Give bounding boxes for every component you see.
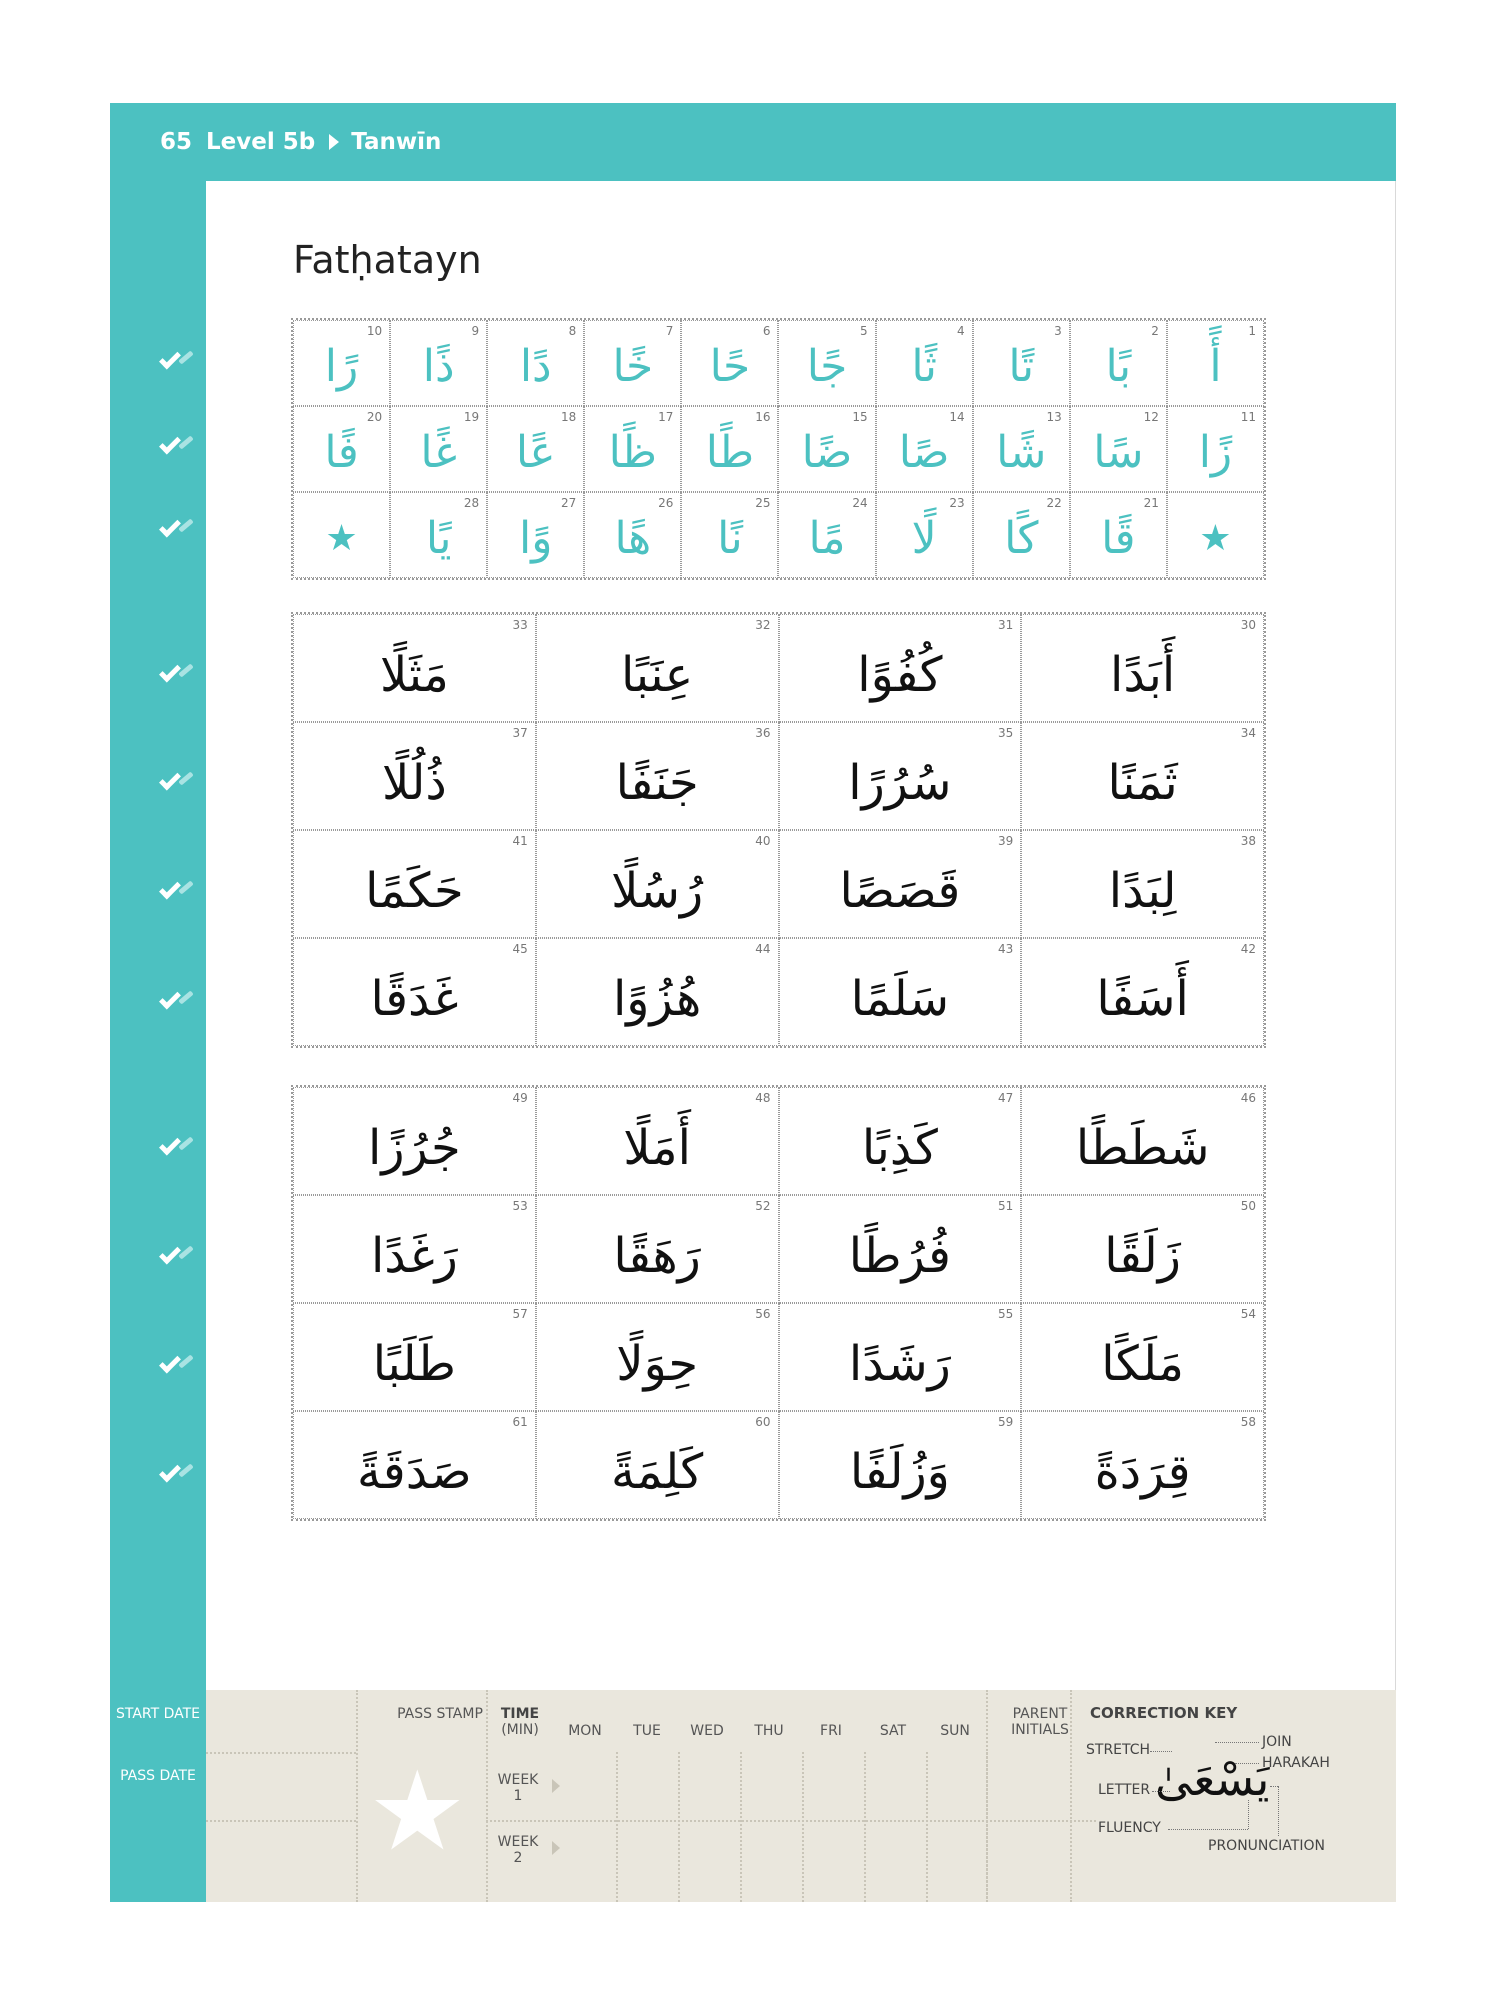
divider [486, 1690, 488, 1902]
item-number: 51 [997, 1199, 1014, 1213]
item-number: 32 [755, 618, 771, 632]
grid-cell [293, 1411, 536, 1519]
divider [616, 1752, 618, 1902]
item-number: 15 [852, 410, 868, 424]
arabic-letter: رًا [324, 341, 359, 392]
leader-line [1150, 1751, 1172, 1752]
day-label: THU [754, 1723, 784, 1739]
grid-cell [681, 406, 778, 492]
grid-cell [584, 320, 681, 406]
item-number: 23 [949, 496, 965, 510]
leader-line [1152, 1791, 1170, 1792]
item-number: 3 [1054, 324, 1062, 338]
star-icon: ★ [368, 1747, 467, 1875]
arabic-word: أَمَلًا [623, 1120, 691, 1176]
arabic-letter: زًا [1198, 427, 1233, 478]
grid-cell [536, 830, 779, 938]
caret-right-icon [329, 134, 339, 150]
item-number: 53 [512, 1199, 528, 1213]
caret-right-icon [552, 1841, 560, 1855]
arabic-letter: عًا [515, 427, 556, 478]
letter-label: LETTER [1098, 1782, 1151, 1798]
grid-cell [779, 1411, 1022, 1519]
arabic-word: ذُلُلًا [382, 755, 447, 811]
words-grid-a [291, 612, 1266, 1048]
item-number: 46 [1240, 1091, 1256, 1105]
grid-cell [293, 320, 390, 406]
item-number: 26 [658, 496, 674, 510]
stretch-label: STRETCH [1086, 1742, 1151, 1758]
arabic-word: رَغَدًا [370, 1228, 458, 1284]
item-number: 49 [512, 1091, 528, 1105]
check-icon [158, 438, 198, 462]
arabic-word: طَلَبًا [372, 1336, 456, 1392]
arabic-word: رَهَقًا [613, 1228, 701, 1284]
arabic-word: حَكَمًا [365, 863, 464, 919]
grid-cell [876, 320, 973, 406]
grid-cell [778, 492, 875, 578]
arabic-word: جُرُزًا [368, 1120, 461, 1176]
item-number: 16 [755, 410, 771, 424]
header-bar [110, 103, 1396, 181]
grid-cell [536, 722, 779, 830]
item-number: 35 [997, 726, 1014, 740]
arabic-word: وَزُلَفًا [849, 1444, 950, 1500]
arabic-word: قَصَصًا [839, 863, 961, 919]
check-icon [158, 1466, 198, 1490]
day-label: MON [568, 1723, 602, 1739]
item-number: 30 [1240, 618, 1256, 632]
letters-grid [291, 318, 1266, 580]
item-number: 55 [997, 1307, 1014, 1321]
item-number: 45 [512, 942, 528, 956]
item-number: 12 [1143, 410, 1159, 424]
grid-cell [1021, 722, 1264, 830]
day-label: TUE [633, 1723, 661, 1739]
grid-cell [876, 492, 973, 578]
arabic-word: شَطَطًا [1075, 1120, 1210, 1176]
grid-cell [778, 406, 875, 492]
grid-cell [681, 320, 778, 406]
leader-line [1215, 1742, 1259, 1743]
check-icon [158, 353, 198, 377]
arabic-word: مَثَلًا [379, 647, 449, 703]
day-label: SAT [879, 1723, 907, 1739]
divider [356, 1690, 358, 1902]
harakah-label: HARAKAH [1262, 1755, 1330, 1771]
start-date-label: START DATE [115, 1706, 201, 1722]
grid-cell [536, 614, 779, 722]
item-number: 56 [755, 1307, 771, 1321]
arabic-letter: طًا [705, 427, 755, 478]
item-number: 25 [755, 496, 771, 510]
item-number: 5 [859, 324, 868, 338]
item-number: 50 [1240, 1199, 1256, 1213]
grid-cell [1021, 614, 1264, 722]
grid-cell [973, 406, 1070, 492]
grid-cell [487, 406, 584, 492]
arabic-letter: جًا [806, 341, 848, 392]
leader-line [1168, 1829, 1248, 1830]
item-number: 59 [997, 1415, 1014, 1429]
grid-cell [1070, 492, 1167, 578]
grid-cell [293, 722, 536, 830]
arabic-letter: هًا [614, 513, 652, 564]
arabic-word: أَبَدًا [1110, 647, 1176, 703]
item-number: 8 [568, 324, 577, 338]
grid-cell [390, 406, 487, 492]
week-1-label: WEEK 1 [497, 1772, 539, 1804]
grid-cell [779, 614, 1022, 722]
time-unit-label: (MIN) [501, 1722, 539, 1738]
grid-cell [1021, 1087, 1264, 1195]
item-number: 33 [512, 618, 528, 632]
item-number: 39 [997, 834, 1014, 848]
grid-cell [536, 1303, 779, 1411]
item-number: 17 [658, 410, 674, 424]
divider [740, 1752, 742, 1902]
item-number: 47 [997, 1091, 1014, 1105]
pass-date-label: PASS DATE [120, 1768, 196, 1784]
item-number: 22 [1046, 496, 1062, 510]
item-number: 7 [665, 324, 674, 338]
divider [1070, 1690, 1072, 1902]
arabic-word: رَشَدًا [848, 1336, 951, 1392]
grid-cell [1070, 406, 1167, 492]
item-number: 61 [512, 1415, 528, 1429]
item-number: 37 [512, 726, 528, 740]
grid-cell [973, 320, 1070, 406]
grid-cell [778, 320, 875, 406]
leader-line [1278, 1786, 1279, 1836]
item-number: 41 [512, 834, 528, 848]
arabic-letter: ضًا [801, 427, 853, 478]
star-icon: ★ [325, 517, 358, 559]
arabic-letter: فًا [324, 427, 359, 478]
arabic-word: قِرَدَةً [1094, 1444, 1191, 1500]
arabic-word: جَنَفًا [615, 755, 699, 811]
item-number: 21 [1143, 496, 1159, 510]
arabic-word: كَذِبًا [861, 1120, 938, 1176]
item-number: 13 [1046, 410, 1062, 424]
caret-right-icon [552, 1779, 560, 1793]
join-label: JOIN [1262, 1734, 1292, 1750]
item-number: 24 [852, 496, 868, 510]
arabic-letter: غًا [420, 427, 457, 478]
fluency-label: FLUENCY [1098, 1820, 1161, 1836]
arabic-letter: صًا [898, 427, 950, 478]
grid-cell [779, 830, 1022, 938]
item-number: 11 [1240, 410, 1256, 424]
arabic-word: هُزُوًا [612, 971, 702, 1027]
arabic-word: أَسَفًا [1096, 971, 1189, 1027]
grid-cell [779, 1087, 1022, 1195]
arabic-letter: وًا [519, 513, 553, 564]
grid-cell [1021, 938, 1264, 1046]
arabic-letter: أً [1209, 341, 1222, 392]
grid-cell [779, 938, 1022, 1046]
divider [802, 1752, 804, 1902]
breadcrumb [160, 103, 455, 181]
day-label: SUN [940, 1723, 970, 1739]
divider [206, 1752, 356, 1754]
pass-stamp-label: PASS STAMP [397, 1706, 483, 1722]
divider [864, 1752, 866, 1902]
arabic-letter: تًا [1008, 341, 1035, 392]
check-icon [158, 993, 198, 1017]
arabic-letter: يًا [425, 513, 452, 564]
item-number: 28 [463, 496, 480, 510]
grid-cell [390, 492, 487, 578]
arabic-word: سُرُرًا [848, 755, 952, 811]
arabic-word: ثَمَنًا [1107, 755, 1178, 811]
item-number: 34 [1240, 726, 1256, 740]
grid-cell [390, 320, 487, 406]
grid-cell [487, 320, 584, 406]
check-icon [158, 883, 198, 907]
item-number: 42 [1240, 942, 1256, 956]
grid-cell [293, 492, 390, 578]
time-label: TIME [500, 1706, 540, 1722]
item-number: 44 [755, 942, 771, 956]
level-label: Level 5b [206, 129, 316, 155]
grid-cell [973, 492, 1070, 578]
arabic-word: عِنَبًا [621, 647, 694, 703]
grid-cell [1167, 406, 1264, 492]
grid-cell [1021, 830, 1264, 938]
arabic-word: حِوَلًا [616, 1336, 699, 1392]
grid-cell [293, 830, 536, 938]
check-icon [158, 1139, 198, 1163]
divider [678, 1752, 680, 1902]
correction-key-word: يَسْعَىٰ [1155, 1752, 1270, 1806]
grid-cell [584, 406, 681, 492]
divider [986, 1690, 988, 1902]
arabic-letter: ذًا [422, 341, 455, 392]
arabic-word: مَلَكًا [1101, 1336, 1184, 1392]
arabic-letter: ثًا [911, 341, 937, 392]
grid-cell [779, 722, 1022, 830]
item-number: 14 [949, 410, 965, 424]
page-number: 65 [160, 129, 193, 155]
item-number: 10 [366, 324, 383, 338]
item-number: 60 [755, 1415, 771, 1429]
parent-initials-label: PARENT INITIALS [1011, 1706, 1069, 1738]
item-number: 20 [366, 410, 383, 424]
check-icon [158, 774, 198, 798]
arabic-word: كُفُوًا [857, 647, 943, 703]
grid-cell [1021, 1411, 1264, 1519]
day-label: WED [690, 1723, 724, 1739]
words-grid-b [291, 1085, 1266, 1521]
grid-cell [536, 1195, 779, 1303]
item-number: 58 [1240, 1415, 1256, 1429]
progress-sidebar [110, 181, 206, 1902]
arabic-letter: ظًا [608, 427, 658, 478]
arabic-letter: دًا [519, 341, 552, 392]
grid-cell [293, 1087, 536, 1195]
grid-cell [293, 938, 536, 1046]
arabic-letter: خًا [612, 341, 654, 392]
grid-cell [779, 1195, 1022, 1303]
item-number: 52 [755, 1199, 771, 1213]
item-number: 43 [997, 942, 1014, 956]
progress-footer [110, 1690, 1396, 1902]
divider [206, 1820, 356, 1822]
grid-cell [293, 1303, 536, 1411]
item-number: 48 [755, 1091, 771, 1105]
item-number: 57 [512, 1307, 528, 1321]
grid-cell [681, 492, 778, 578]
arabic-word: غَدَقًا [370, 971, 459, 1027]
leader-line [1235, 1763, 1259, 1764]
grid-cell [536, 1087, 779, 1195]
item-number: 1 [1248, 324, 1256, 338]
item-number: 9 [471, 324, 480, 338]
grid-cell [1167, 320, 1264, 406]
arabic-letter: نًا [717, 513, 743, 564]
item-number: 19 [463, 410, 480, 424]
grid-cell [293, 1195, 536, 1303]
item-number: 40 [755, 834, 771, 848]
arabic-word: فُرُطًا [848, 1228, 951, 1284]
arabic-letter: شًا [996, 427, 1047, 478]
arabic-letter: حًا [709, 341, 751, 392]
arabic-letter: مًا [808, 513, 846, 564]
grid-cell [1070, 320, 1167, 406]
week-2-label: WEEK 2 [497, 1834, 539, 1866]
grid-cell [293, 406, 390, 492]
item-number: 4 [957, 324, 965, 338]
arabic-letter: بًا [1105, 341, 1132, 392]
leader-line [1248, 1800, 1249, 1829]
grid-cell [1167, 492, 1264, 578]
check-icon [158, 1248, 198, 1272]
grid-cell [536, 1411, 779, 1519]
item-number: 2 [1151, 324, 1159, 338]
divider [486, 1820, 1096, 1822]
arabic-word: صَدَقَةً [357, 1444, 472, 1500]
item-number: 27 [561, 496, 577, 510]
check-icon [158, 666, 198, 690]
grid-cell [1021, 1303, 1264, 1411]
section-label: Tanwīn [351, 129, 442, 155]
arabic-letter: لًا [911, 513, 937, 564]
arabic-letter: سًا [1093, 427, 1144, 478]
grid-cell [293, 614, 536, 722]
arabic-word: كَلِمَةً [611, 1444, 704, 1500]
page-title: Fatḥatayn [293, 238, 482, 282]
arabic-word: رُسُلًا [611, 863, 704, 919]
leader-line [1270, 1786, 1278, 1787]
date-panel [110, 1690, 206, 1902]
grid-cell [1021, 1195, 1264, 1303]
check-icon [158, 521, 198, 545]
check-icon [158, 1357, 198, 1381]
item-number: 54 [1240, 1307, 1256, 1321]
star-icon: ★ [1199, 517, 1232, 559]
correction-key-title: CORRECTION KEY [1090, 1704, 1238, 1722]
grid-cell [536, 938, 779, 1046]
item-number: 6 [762, 324, 771, 338]
grid-cell [487, 492, 584, 578]
item-number: 38 [1240, 834, 1256, 848]
grid-cell [779, 1303, 1022, 1411]
arabic-letter: كًا [1004, 513, 1039, 564]
arabic-letter: قًا [1101, 513, 1136, 564]
divider [926, 1752, 928, 1902]
grid-cell [584, 492, 681, 578]
item-number: 36 [755, 726, 771, 740]
arabic-word: لِبَدًا [1108, 863, 1177, 919]
grid-cell [876, 406, 973, 492]
day-label: FRI [820, 1723, 842, 1739]
arabic-word: سَلَمًا [850, 971, 950, 1027]
item-number: 18 [561, 410, 577, 424]
item-number: 31 [997, 618, 1014, 632]
pronunciation-label: PRONUNCIATION [1208, 1838, 1325, 1854]
arabic-word: زَلَقًا [1104, 1228, 1181, 1284]
